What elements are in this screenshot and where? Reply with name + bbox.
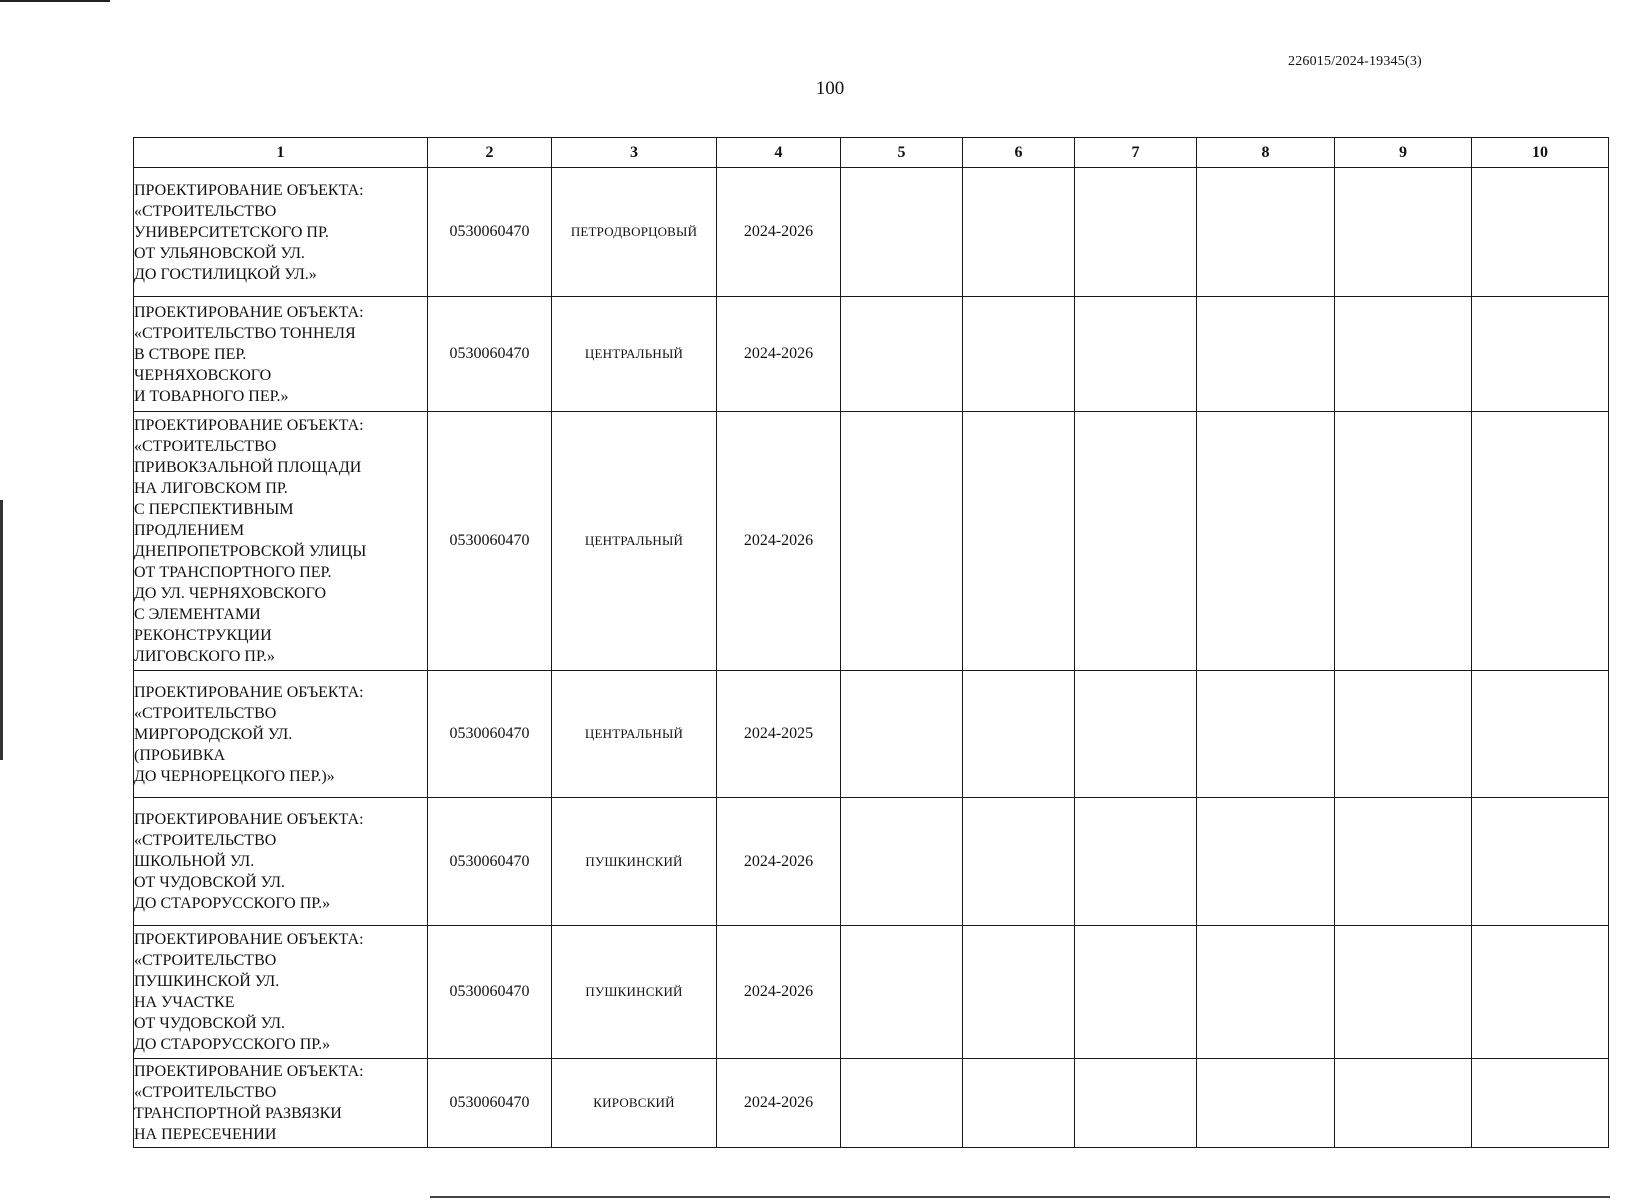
table-header-row xyxy=(134,138,1609,168)
project-name-cell: ПРОЕКТИРОВАНИЕ ОБЪЕКТА: «СТРОИТЕЛЬСТВО ТРАНСПОРТНОЙ РАЗВЯЗКИ НА ПЕРЕСЕЧЕНИИ xyxy=(134,1059,428,1148)
projects-table xyxy=(133,137,1609,1148)
column-header: 5 xyxy=(841,138,963,168)
project-name-cell: ПРОЕКТИРОВАНИЕ ОБЪЕКТА: «СТРОИТЕЛЬСТВО МИРГОРОДСКОЙ УЛ. (ПРОБИВКА ДО ЧЕРНОРЕЦКОГО ПЕР.)» xyxy=(134,671,428,798)
empty-cell xyxy=(963,297,1075,412)
empty-cell xyxy=(963,412,1075,671)
empty-cell xyxy=(1075,412,1197,671)
district-cell: КИРОВСКИЙ xyxy=(552,1059,717,1148)
empty-cell xyxy=(841,297,963,412)
empty-cell xyxy=(1075,168,1197,297)
empty-cell xyxy=(1197,671,1335,798)
empty-cell xyxy=(1197,926,1335,1059)
column-header: 1 xyxy=(134,138,428,168)
empty-cell xyxy=(841,168,963,297)
empty-cell xyxy=(1335,412,1472,671)
empty-cell xyxy=(1472,297,1609,412)
project-name-cell: ПРОЕКТИРОВАНИЕ ОБЪЕКТА: «СТРОИТЕЛЬСТВО ШКОЛЬНОЙ УЛ. ОТ ЧУДОВСКОЙ УЛ. ДО СТАРОРУССКОГО ПР.» xyxy=(134,798,428,926)
empty-cell xyxy=(841,1059,963,1148)
project-name-cell: ПРОЕКТИРОВАНИЕ ОБЪЕКТА: «СТРОИТЕЛЬСТВО ТОННЕЛЯ В СТВОРЕ ПЕР. ЧЕРНЯХОВСКОГО И ТОВАРНОГО ПЕР.» xyxy=(134,297,428,412)
empty-cell xyxy=(1197,297,1335,412)
empty-cell xyxy=(1335,926,1472,1059)
empty-cell xyxy=(963,798,1075,926)
page-number: 100 xyxy=(815,78,845,99)
empty-cell xyxy=(1472,926,1609,1059)
empty-cell xyxy=(1472,798,1609,926)
empty-cell xyxy=(841,926,963,1059)
table-row xyxy=(134,168,1609,297)
table-row xyxy=(134,297,1609,412)
table-row xyxy=(134,1059,1609,1148)
table-row xyxy=(134,671,1609,798)
district-cell: ЦЕНТРАЛЬНЫЙ xyxy=(552,297,717,412)
district-cell: ПУШКИНСКИЙ xyxy=(552,926,717,1059)
column-header: 8 xyxy=(1197,138,1335,168)
empty-cell xyxy=(1472,412,1609,671)
column-header: 10 xyxy=(1472,138,1609,168)
period-cell: 2024-2026 xyxy=(717,1059,841,1148)
table-row xyxy=(134,926,1609,1059)
empty-cell xyxy=(1075,798,1197,926)
budget-code-cell: 0530060470 xyxy=(428,798,552,926)
budget-code-cell: 0530060470 xyxy=(428,926,552,1059)
budget-code-cell: 0530060470 xyxy=(428,412,552,671)
empty-cell xyxy=(1335,168,1472,297)
empty-cell xyxy=(963,1059,1075,1148)
empty-cell xyxy=(1472,671,1609,798)
project-name-cell: ПРОЕКТИРОВАНИЕ ОБЪЕКТА: «СТРОИТЕЛЬСТВО ПУШКИНСКОЙ УЛ. НА УЧАСТКЕ ОТ ЧУДОВСКОЙ УЛ. ДО СТАРОРУССКОГО ПР.» xyxy=(134,926,428,1059)
budget-code-cell: 0530060470 xyxy=(428,168,552,297)
period-cell: 2024-2026 xyxy=(717,926,841,1059)
district-cell: ЦЕНТРАЛЬНЫЙ xyxy=(552,671,717,798)
empty-cell xyxy=(1075,297,1197,412)
period-cell: 2024-2026 xyxy=(717,168,841,297)
column-header: 6 xyxy=(963,138,1075,168)
empty-cell xyxy=(1197,168,1335,297)
empty-cell xyxy=(963,671,1075,798)
document-reference: 226015/2024-19345(3) xyxy=(1288,54,1422,69)
column-header: 2 xyxy=(428,138,552,168)
empty-cell xyxy=(841,671,963,798)
scan-edge-bottom xyxy=(430,1196,1610,1198)
project-name-cell: ПРОЕКТИРОВАНИЕ ОБЪЕКТА: «СТРОИТЕЛЬСТВО ПРИВОКЗАЛЬНОЙ ПЛОЩАДИ НА ЛИГОВСКОМ ПР. С ПЕРСПЕКТИВНЫМ ПРОДЛЕНИЕМ ДНЕПРОПЕТРОВСКОЙ УЛИЦЫ ОТ ТРАНСПОРТНОГО ПЕР. ДО УЛ. ЧЕРНЯХОВСКОГО С ЭЛЕМЕНТАМИ РЕКОНСТРУКЦИИ ЛИГОВСКОГО ПР.» xyxy=(134,412,428,671)
empty-cell xyxy=(1197,1059,1335,1148)
period-cell: 2024-2025 xyxy=(717,671,841,798)
district-cell: ЦЕНТРАЛЬНЫЙ xyxy=(552,412,717,671)
column-header: 3 xyxy=(552,138,717,168)
empty-cell xyxy=(1075,1059,1197,1148)
empty-cell xyxy=(963,168,1075,297)
period-cell: 2024-2026 xyxy=(717,412,841,671)
empty-cell xyxy=(963,926,1075,1059)
empty-cell xyxy=(1335,1059,1472,1148)
district-cell: ПУШКИНСКИЙ xyxy=(552,798,717,926)
empty-cell xyxy=(1075,671,1197,798)
empty-cell xyxy=(841,412,963,671)
scan-edge-left xyxy=(0,500,3,760)
column-header: 7 xyxy=(1075,138,1197,168)
project-name-cell: ПРОЕКТИРОВАНИЕ ОБЪЕКТА: «СТРОИТЕЛЬСТВО УНИВЕРСИТЕТСКОГО ПР. ОТ УЛЬЯНОВСКОЙ УЛ. ДО ГОСТИЛИЦКОЙ УЛ.» xyxy=(134,168,428,297)
budget-code-cell: 0530060470 xyxy=(428,297,552,412)
scan-edge-top xyxy=(0,0,110,2)
budget-code-cell: 0530060470 xyxy=(428,1059,552,1148)
empty-cell xyxy=(1472,168,1609,297)
empty-cell xyxy=(1335,671,1472,798)
empty-cell xyxy=(1197,798,1335,926)
column-header: 4 xyxy=(717,138,841,168)
empty-cell xyxy=(841,798,963,926)
district-cell: ПЕТРОДВОРЦОВЫЙ xyxy=(552,168,717,297)
empty-cell xyxy=(1335,297,1472,412)
empty-cell xyxy=(1197,412,1335,671)
period-cell: 2024-2026 xyxy=(717,297,841,412)
empty-cell xyxy=(1075,926,1197,1059)
budget-code-cell: 0530060470 xyxy=(428,671,552,798)
empty-cell xyxy=(1472,1059,1609,1148)
empty-cell xyxy=(1335,798,1472,926)
column-header: 9 xyxy=(1335,138,1472,168)
table-row xyxy=(134,412,1609,671)
period-cell: 2024-2026 xyxy=(717,798,841,926)
table-row xyxy=(134,798,1609,926)
